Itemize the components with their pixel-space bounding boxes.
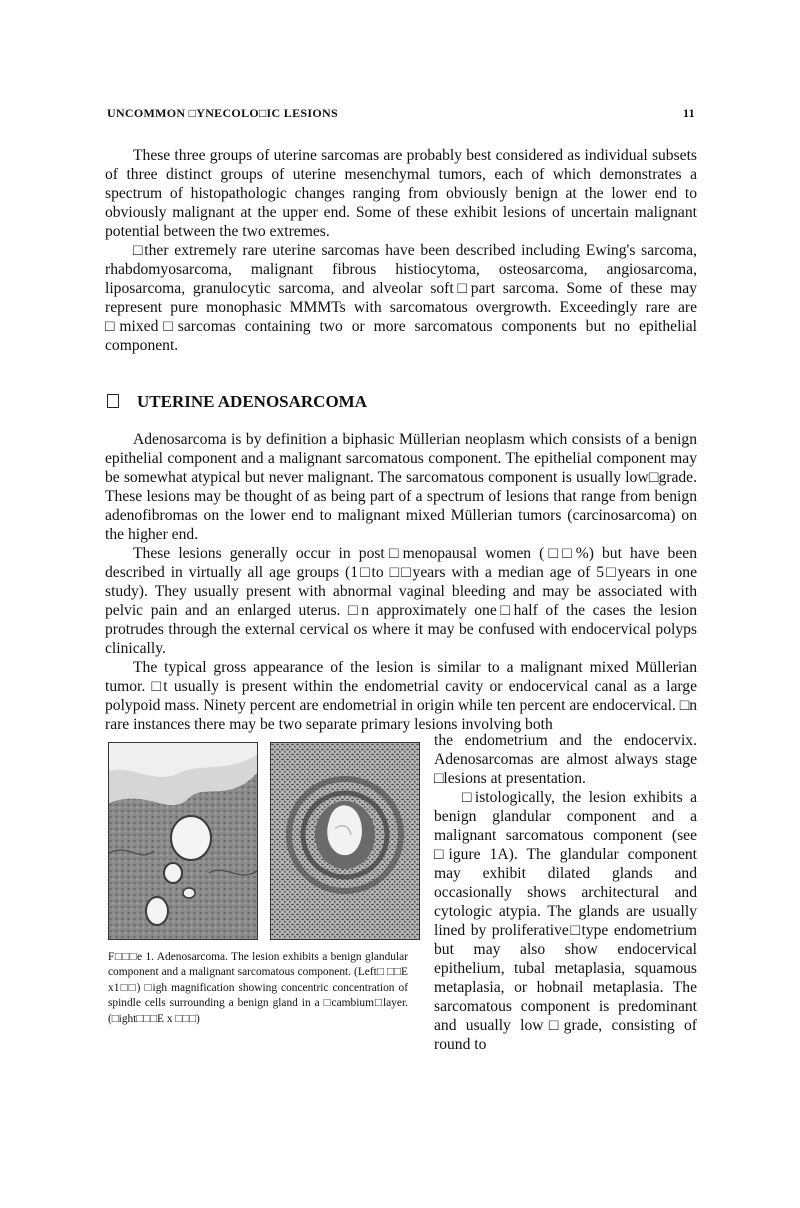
intro-paragraph-1: These three groups of uterine sarcomas are probably best considered as individual subsets of three distinct groups of uterine mesenchymal tumors, each of which demonstrates a spectrum of histopathologic changes ranging from obviously benign at the lower end to obviously malignant at the upper end. Some of these exhibit lesions of uncertain malignant potential between the two extremes. [105, 147, 697, 240]
adenosarcoma-paragraph-1: Adenosarcoma is by definition a biphasic Müllerian neoplasm which consists of a benign epithelial component and a malignant sarcomatous component. The epithelial component may be somewhat atypical but never malignant. The sarcomatous component is usually low□grade. These lesions may be thought of as being part of a spectrum of lesions that range from benign adenofibromas on the lower end to malignant mixed Müllerian tumors (carcinosarcoma) on the higher end. [105, 431, 697, 543]
micrograph-low-power [108, 742, 258, 940]
running-header-title: UNCOMMON □YNECOLO□IC LESIONS [107, 106, 338, 120]
figure-caption-text: Adenosarcoma. The lesion exhibits a benign glandular component and a malignant sarcomatous component. (Left□ □□E x1□□) □igh magnification showing concentric concentration of spindle cells surrounding a benign gland in a □cambium□layer. (□ight□□□E x □□□) [108, 951, 409, 1025]
intro-paragraph-2: □ther extremely rare uterine sarcomas have been described including Ewing's sarcoma, rhabdomyosarcoma, malignant fibrous histiocytoma, osteosarcoma, angiosarcoma, liposarcoma, granulocytic sarcoma, and alveolar soft□part sarcoma. Some of these may represent pure monophasic MMMTs with sarcomatous overgrowth. Exceedingly rare are □mixed□sarcomas containing two or more sarcomatous components but no epithelial component. [105, 242, 697, 354]
adenosarcoma-section [105, 430, 697, 734]
intro-section [105, 146, 697, 355]
micrograph-high-power [270, 742, 420, 940]
micrograph-high-power-image [271, 743, 419, 939]
page-number: 11 [683, 106, 695, 120]
adenosarcoma-paragraph-2: These lesions generally occur in post□menopausal women (□□%) but have been described in virtually all age groups (1□to □□years with a median age of 5□years in one study). They usually present with abnormal vaginal bleeding and may be associated with pelvic pain and an enlarged uterus. □n approximately one□half of the cases the lesion protrudes through the external cervical os where it may be confused with endocervical polyps clinically. [105, 545, 697, 657]
section-heading-title: UTERINE ADENOSARCOMA [137, 392, 367, 411]
histology-paragraph: □istologically, the lesion exhibits a benign glandular component and a malignant sarcomatous component (see □igure 1A). The glandular component may exhibit dilated glands and occasionally shows architectural and cytologic atypia. The glands are usually lined by proliferative□type endometrium but may also show endocervical epithelium, tubal metaplasia, squamous metaplasia, or hobnail metaplasia. The sarcomatous component is predominant and usually low□grade, consisting of round to [434, 789, 697, 1053]
figure-caption [108, 950, 408, 1027]
figure-label: F□□□e 1. [108, 951, 155, 963]
section-heading [107, 392, 367, 412]
section-bullet-icon [107, 394, 119, 408]
adenosarcoma-paragraph-3: The typical gross appearance of the lesion is similar to a malignant mixed Müllerian tumor. □t usually is present within the endometrial cavity or endocervical canal as a large polypoid mass. Ninety percent are endometrial in origin while ten percent are endocervical. □n rare instances there may be two separate primary lesions involving both [105, 659, 697, 733]
running-header [107, 106, 695, 124]
right-column-text [434, 731, 697, 1054]
adenosarcoma-paragraph-3-continued: the endometrium and the endocervix. Adenosarcomas are almost always stage □lesions at presentation. [434, 732, 697, 787]
micrograph-low-power-image [109, 743, 257, 939]
